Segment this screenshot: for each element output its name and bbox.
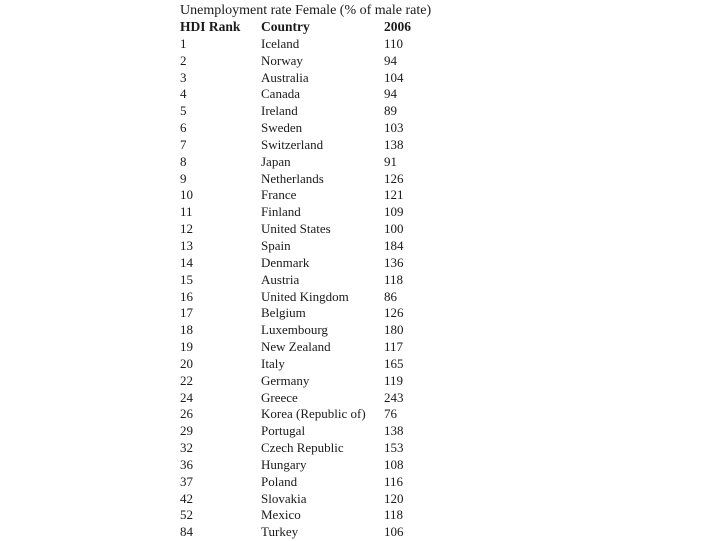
- country-cell: Canada: [261, 86, 300, 102]
- table-row: [180, 86, 440, 103]
- rank-cell: 52: [180, 507, 193, 523]
- country-cell: Netherlands: [261, 170, 324, 186]
- value-cell: 138: [384, 423, 404, 439]
- rank-cell: 11: [180, 204, 193, 220]
- value-cell: 104: [384, 69, 404, 85]
- country-cell: Switzerland: [261, 136, 324, 152]
- country-cell: Belgium: [261, 305, 306, 321]
- value-cell: 118: [384, 271, 404, 287]
- table-row: [180, 187, 440, 204]
- value-cell: 119: [384, 372, 404, 388]
- country-cell: Turkey: [261, 524, 299, 540]
- value-cell: 126: [384, 305, 404, 321]
- value-cell: 106: [384, 524, 404, 540]
- table-title: Unemployment rate Female (% of male rate): [180, 3, 432, 18]
- table-row: [180, 289, 440, 306]
- value-cell: 94: [384, 52, 397, 68]
- rank-cell: 1: [180, 35, 187, 51]
- table-row: [180, 356, 440, 373]
- value-cell: 76: [384, 406, 397, 422]
- table-row: [180, 339, 440, 356]
- rank-cell: 12: [180, 221, 193, 237]
- table-row: [180, 457, 440, 474]
- table-row: [180, 322, 440, 339]
- rank-cell: 18: [180, 322, 193, 338]
- rank-cell: 14: [180, 254, 193, 270]
- country-cell: Portugal: [261, 423, 306, 439]
- country-cell: Denmark: [261, 254, 310, 270]
- country-cell: France: [261, 187, 297, 203]
- rank-cell: 6: [180, 120, 187, 136]
- table-body: [180, 36, 440, 541]
- value-cell: 110: [384, 35, 404, 51]
- table-row: [180, 507, 440, 524]
- header-hdi-rank: HDI Rank: [180, 19, 241, 34]
- table-row: [180, 238, 440, 255]
- value-cell: 109: [384, 204, 404, 220]
- country-cell: Italy: [261, 355, 285, 371]
- country-cell: Greece: [261, 389, 298, 405]
- country-cell: Ireland: [261, 103, 298, 119]
- rank-cell: 37: [180, 473, 193, 489]
- rank-cell: 26: [180, 406, 193, 422]
- table-row: [180, 474, 440, 491]
- rank-cell: 42: [180, 490, 193, 506]
- value-cell: 103: [384, 120, 404, 136]
- country-cell: Czech Republic: [261, 440, 344, 456]
- table-row: [180, 171, 440, 188]
- country-cell: Hungary: [261, 456, 307, 472]
- rank-cell: 10: [180, 187, 193, 203]
- value-cell: 153: [384, 440, 404, 456]
- value-cell: 243: [384, 389, 404, 405]
- rank-cell: 22: [180, 372, 193, 388]
- rank-cell: 16: [180, 288, 193, 304]
- country-cell: United States: [261, 221, 331, 237]
- table-row: [180, 53, 440, 70]
- table-row: [180, 221, 440, 238]
- rank-cell: 29: [180, 423, 193, 439]
- rank-cell: 8: [180, 153, 187, 169]
- table-row: [180, 103, 440, 120]
- country-cell: Iceland: [261, 35, 300, 51]
- document: [180, 2, 440, 541]
- value-cell: 117: [384, 339, 404, 355]
- value-cell: 121: [384, 187, 404, 203]
- table-row: [180, 423, 440, 440]
- value-cell: 116: [384, 473, 404, 489]
- country-cell: Finland: [261, 204, 301, 220]
- table-row: [180, 70, 440, 87]
- value-cell: 120: [384, 490, 404, 506]
- value-cell: 138: [384, 136, 404, 152]
- table-row: [180, 255, 440, 272]
- table-row: [180, 305, 440, 322]
- value-cell: 126: [384, 170, 404, 186]
- rank-cell: 84: [180, 524, 193, 540]
- value-cell: 184: [384, 237, 404, 253]
- country-cell: Slovakia: [261, 490, 307, 506]
- table-row: [180, 272, 440, 289]
- country-cell: Germany: [261, 372, 310, 388]
- value-cell: 91: [384, 153, 397, 169]
- country-cell: Korea (Republic of): [261, 406, 366, 422]
- rank-cell: 13: [180, 237, 193, 253]
- header-country: Country: [261, 19, 310, 34]
- rank-cell: 17: [180, 305, 193, 321]
- country-cell: Sweden: [261, 120, 303, 136]
- rank-cell: 5: [180, 103, 187, 119]
- value-cell: 86: [384, 288, 397, 304]
- rank-cell: 7: [180, 136, 187, 152]
- table-row: [180, 137, 440, 154]
- value-cell: 89: [384, 103, 397, 119]
- rank-cell: 2: [180, 52, 187, 68]
- country-cell: Austria: [261, 271, 300, 287]
- table-row: [180, 36, 440, 53]
- value-cell: 165: [384, 355, 404, 371]
- rank-cell: 24: [180, 389, 193, 405]
- country-cell: Japan: [261, 153, 291, 169]
- value-cell: 118: [384, 507, 404, 523]
- rank-cell: 36: [180, 456, 193, 472]
- country-cell: New Zealand: [261, 339, 331, 355]
- rank-cell: 20: [180, 355, 193, 371]
- value-cell: 100: [384, 221, 404, 237]
- country-cell: Norway: [261, 52, 303, 68]
- table-row: [180, 390, 440, 407]
- rank-cell: 15: [180, 271, 193, 287]
- table-row: [180, 440, 440, 457]
- country-cell: Luxembourg: [261, 322, 328, 338]
- table-row: [180, 204, 440, 221]
- country-cell: Australia: [261, 69, 309, 85]
- table-row: [180, 491, 440, 508]
- value-cell: 94: [384, 86, 397, 102]
- rank-cell: 4: [180, 86, 187, 102]
- table-row: [180, 120, 440, 137]
- country-cell: Mexico: [261, 507, 301, 523]
- value-cell: 180: [384, 322, 404, 338]
- table-row: [180, 154, 440, 171]
- country-cell: Poland: [261, 473, 298, 489]
- table-row: [180, 406, 440, 423]
- rank-cell: 9: [180, 170, 187, 186]
- header-year: 2006: [384, 19, 411, 34]
- table-row: [180, 373, 440, 390]
- table-row: [180, 524, 440, 541]
- value-cell: 136: [384, 254, 404, 270]
- country-cell: United Kingdom: [261, 288, 349, 304]
- rank-cell: 3: [180, 69, 187, 85]
- country-cell: Spain: [261, 237, 291, 253]
- rank-cell: 19: [180, 339, 193, 355]
- rank-cell: 32: [180, 440, 193, 456]
- table-header: [180, 19, 440, 36]
- value-cell: 108: [384, 456, 404, 472]
